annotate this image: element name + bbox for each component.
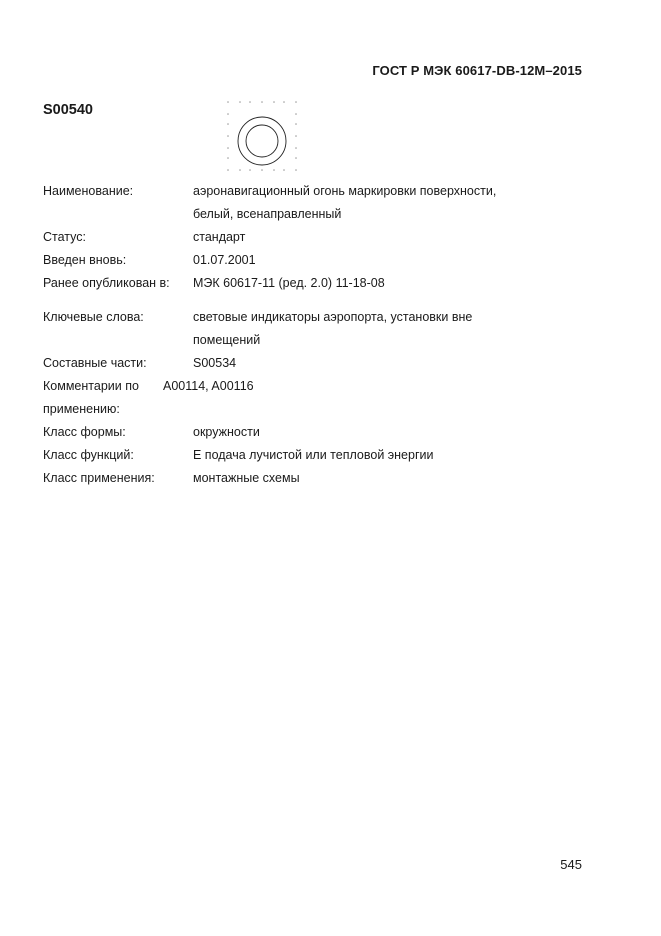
property-row-status (43, 226, 563, 249)
property-row-name (43, 180, 563, 226)
property-label: Ранее опубликован в: (43, 276, 170, 290)
property-label: Класс применения: (43, 471, 155, 485)
standard-designation: ГОСТ Р МЭК 60617-DB-12M–2015 (372, 63, 582, 78)
property-value: аэронавигационный огонь маркировки поверхности, белый, всенаправленный (193, 184, 497, 221)
property-row-keywords (43, 306, 563, 352)
property-value: окружности (193, 425, 260, 439)
property-value: E подача лучистой или тепловой энергии (193, 448, 434, 462)
property-value: световые индикаторы аэропорта, установки вне помещений (193, 310, 473, 347)
page-number: 545 (560, 857, 582, 872)
property-value: МЭК 60617-11 (ред. 2.0) 11-18-08 (193, 276, 385, 290)
property-value: монтажные схемы (193, 471, 300, 485)
property-label: Введен вновь: (43, 253, 127, 267)
property-label: Ключевые слова: (43, 310, 144, 324)
property-label: Составные части: (43, 356, 147, 370)
property-row-application-class (43, 467, 563, 490)
property-row-previously-published (43, 272, 563, 295)
property-label: Класс формы: (43, 425, 126, 439)
symbol-properties (43, 180, 563, 490)
property-row-shape-class (43, 421, 563, 444)
property-label: Комментарии по применению: (43, 379, 139, 416)
property-label: Статус: (43, 230, 86, 244)
property-row-application-notes (43, 375, 563, 421)
property-value: A00114, A00116 (163, 379, 254, 393)
property-row-components (43, 352, 563, 375)
property-value: стандарт (193, 230, 246, 244)
property-row-introduced (43, 249, 563, 272)
property-label: Наименование: (43, 184, 134, 198)
property-value: 01.07.2001 (193, 253, 256, 267)
symbol-code: S00540 (43, 102, 93, 118)
property-label: Класс функций: (43, 448, 134, 462)
property-value: S00534 (193, 356, 237, 370)
concentric-circles-icon (222, 96, 302, 176)
property-row-function-class (43, 444, 563, 467)
